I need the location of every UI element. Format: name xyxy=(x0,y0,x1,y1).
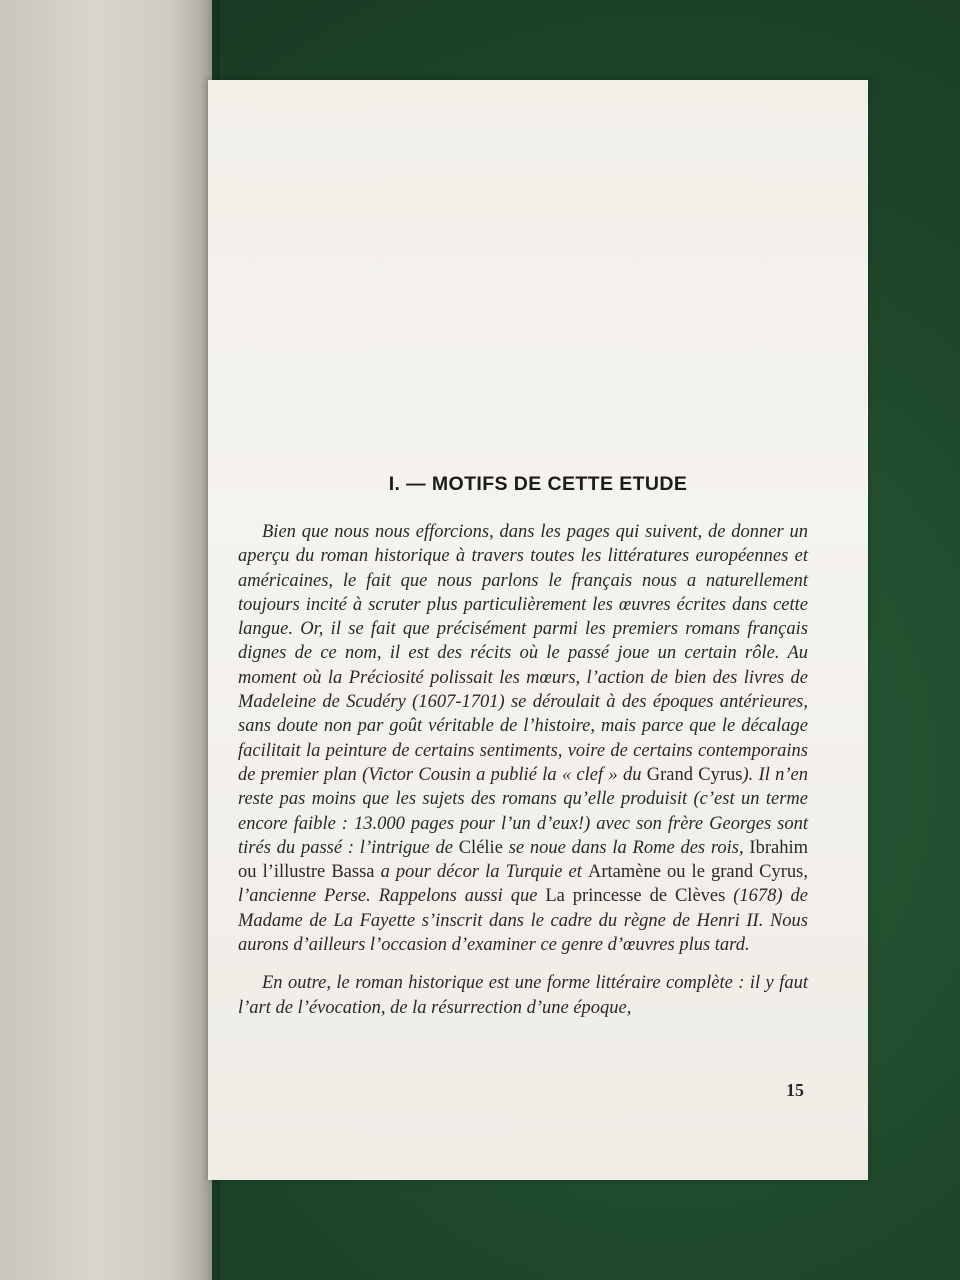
paragraph-1 xyxy=(238,520,808,957)
text-run: » du xyxy=(603,764,647,785)
body-text xyxy=(238,520,808,1020)
text-run: se noue dans la Rome des rois, xyxy=(502,837,750,858)
page-number: 15 xyxy=(786,1080,804,1100)
text-run: Bien que nous nous efforcions, dans les pages qui suivent, de donner un aperçu du roman historique à travers toutes les littératures européennes et américaines, le fait que nous parlons le français nous a naturellement toujours incité à scruter plus particulièrement les œuvres écrites dans cette langue. Or, il se fait que précisément parmi les premiers romans français dignes de ce nom, il est des récits où le passé joue un certain rôle. Au moment où la Préciosité polissait les mœurs, l’action de bien des livres de Madeleine de Scudéry (1607-1701) se déroulait à des époques antérieures, sans doute non par goût véritable de l’histoire, mais parce que le décalage facilitait la peinture de certains sentiments, voire de certains contemporains de premier plan (Victor Cousin a publié la « xyxy=(238,522,808,785)
text-run: a pour décor la Turquie et xyxy=(374,862,588,883)
text-run: ). Il n’en reste pas moins que les sujets des romans qu’elle produisit (c’est un terme encore faible : 13.000 pages pour l’un d’eux!) avec son frère Georges sont tirés du passé : l’intrigue de xyxy=(238,764,809,858)
book-title-princesse-de-cleves: La princesse de Clèves xyxy=(545,886,726,907)
text-run: clef xyxy=(576,764,604,785)
section-title: I. — MOTIFS DE CETTE ETUDE xyxy=(388,473,688,495)
text-run: , l’ancienne Perse. Rappelons aussi que xyxy=(238,862,808,907)
book-title-artamene: Artamène ou le grand Cyrus xyxy=(587,862,804,883)
text-run: (1678) de Madame de La Fayette s’inscrit dans le cadre du règne de Henri II. Nous aurons d’ailleurs l’occasion d’examiner ce genre d’œuvres plus tard. xyxy=(238,886,808,956)
book-title-clelie: Clélie xyxy=(458,837,503,858)
text-run: En outre, le roman historique est une forme littéraire complète : il y faut l’art de l’évocation, de la résurrection d’une époque, xyxy=(238,973,808,1018)
book-title-ibrahim: Ibrahim ou l’illustre Bassa xyxy=(238,837,808,883)
book-title-grand-cyrus: Grand Cyrus xyxy=(646,764,743,785)
book-page xyxy=(208,80,868,1180)
paragraph-2 xyxy=(238,971,808,1020)
left-page xyxy=(0,0,212,1280)
